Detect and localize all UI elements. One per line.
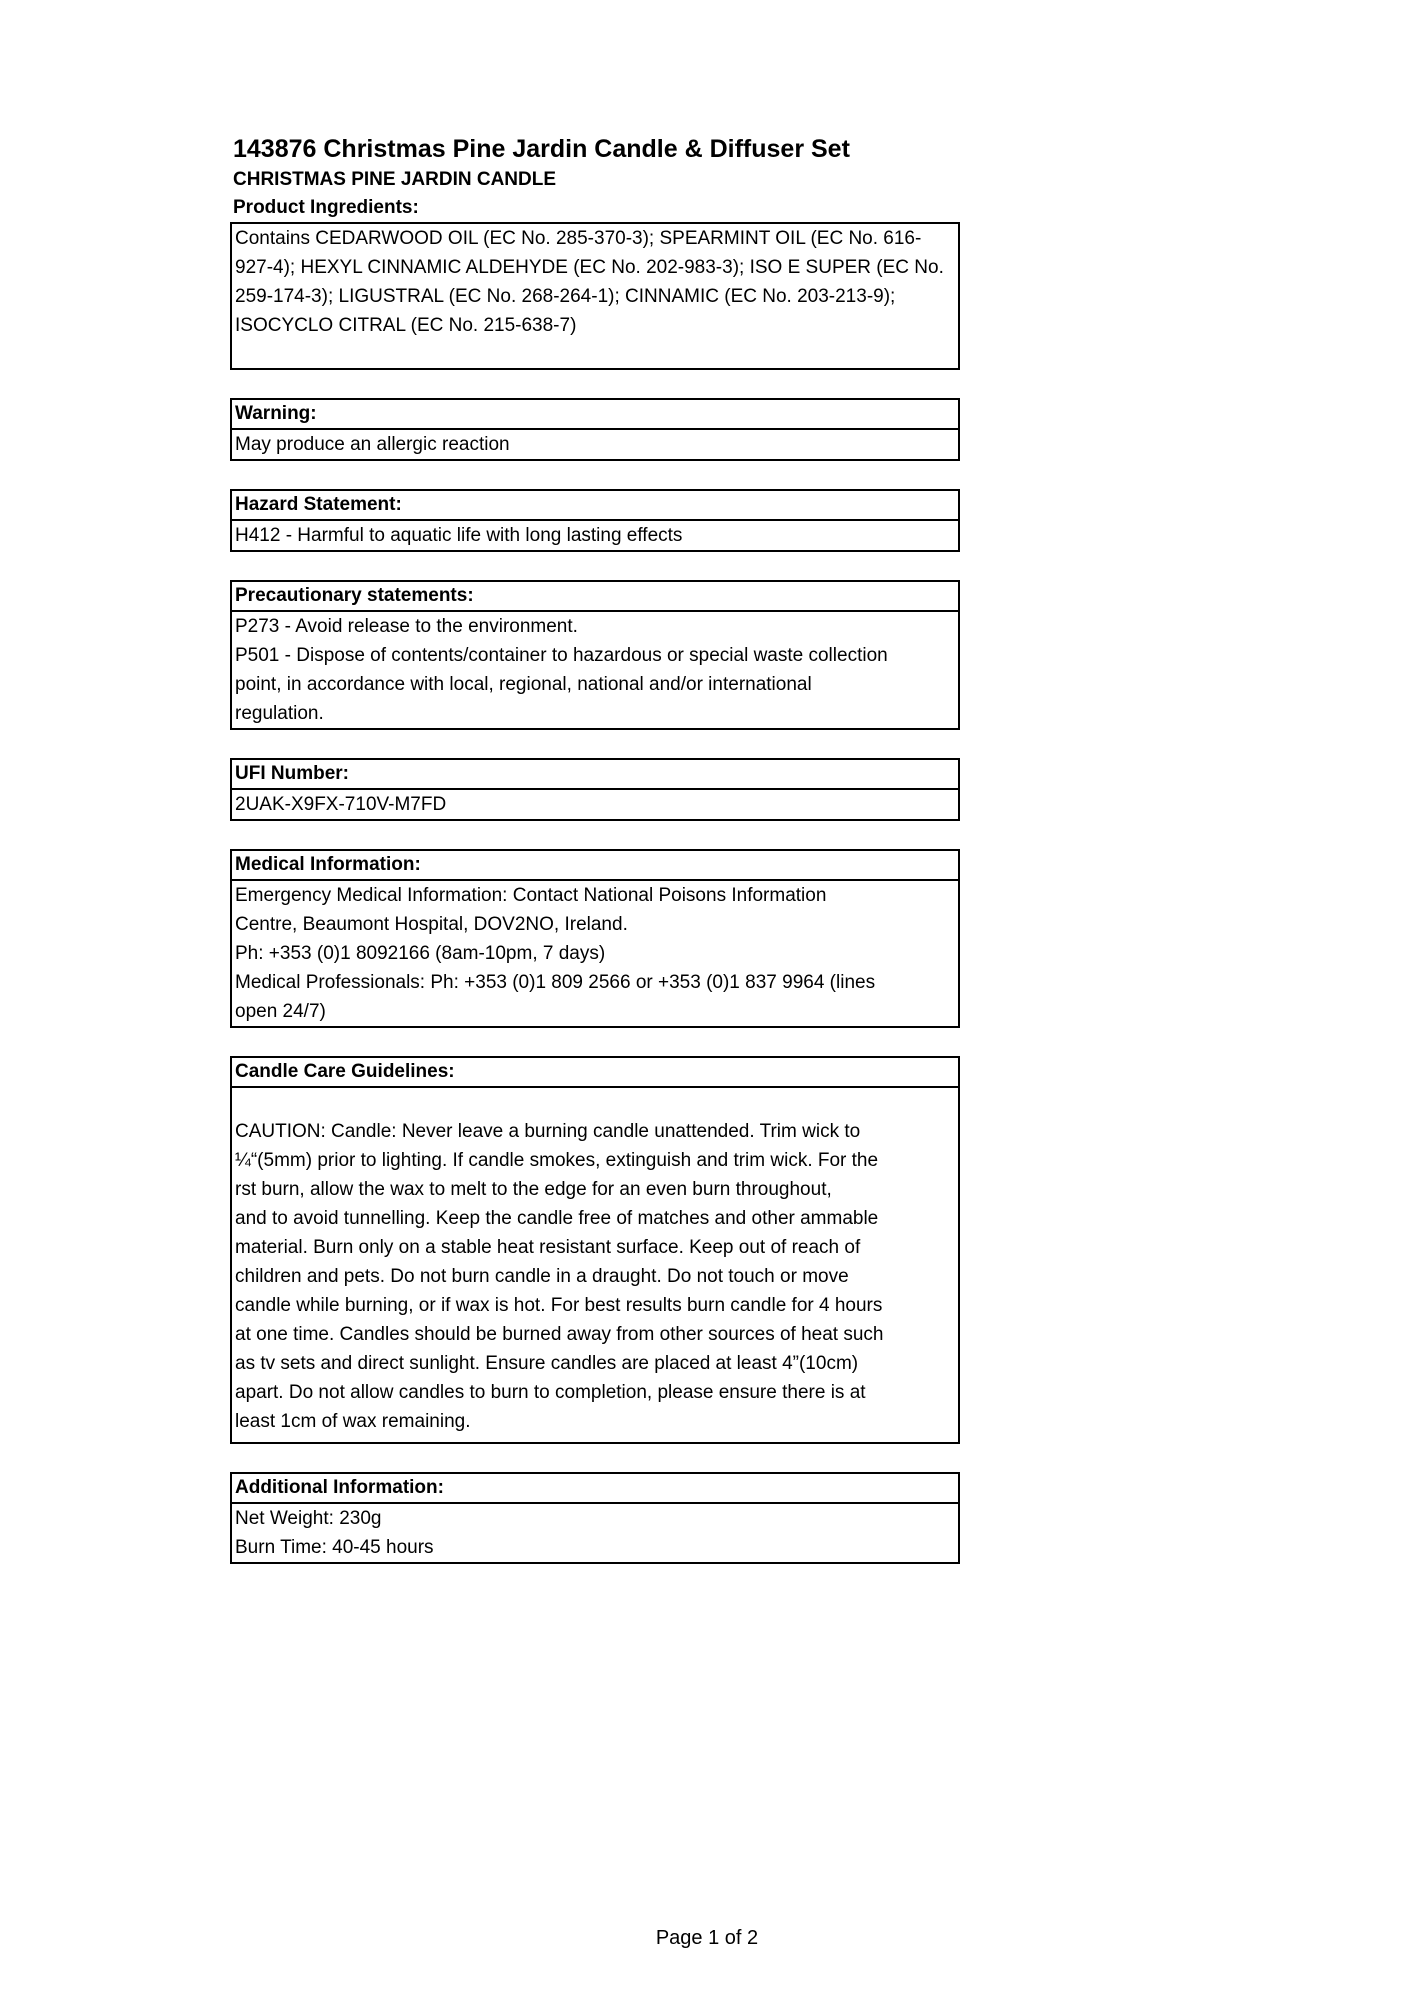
- precautionary-line: regulation.: [235, 703, 324, 724]
- ingredients-label: Product Ingredients:: [233, 197, 419, 218]
- hazard-line: H412 - Harmful to aquatic life with long lasting effects: [235, 525, 683, 546]
- candle-care-text: [232, 1088, 958, 1442]
- care-line: as tv sets and direct sunlight. Ensure candles are placed at least 4”(10cm): [235, 1353, 859, 1374]
- ingredients-box: [230, 222, 960, 370]
- medical-heading: Medical Information:: [232, 851, 958, 881]
- additional-info-heading: Additional Information:: [232, 1474, 958, 1504]
- precautionary-box: [230, 580, 960, 730]
- ingredients-line: Contains CEDARWOOD OIL (EC No. 285-370-3); SPEARMINT OIL (EC No. 616-: [235, 228, 922, 249]
- medical-line: Ph: +353 (0)1 8092166 (8am-10pm, 7 days): [235, 943, 606, 964]
- care-line: ¼“(5mm) prior to lighting. If candle smokes, extinguish and trim wick. For the: [235, 1150, 879, 1171]
- care-line: rst burn, allow the wax to melt to the edge for an even burn throughout,: [235, 1179, 832, 1200]
- ufi-number: 2UAK-X9FX-710V-M7FD: [235, 794, 447, 815]
- care-line: and to avoid tunnelling. Keep the candle free of matches and other ammable: [235, 1208, 879, 1229]
- hazard-box: [230, 489, 960, 552]
- hazard-heading: Hazard Statement:: [232, 491, 958, 521]
- product-name: CHRISTMAS PINE JARDIN CANDLE: [233, 169, 557, 190]
- care-line: material. Burn only on a stable heat resistant surface. Keep out of reach of: [235, 1237, 861, 1258]
- care-line: apart. Do not allow candles to burn to completion, please ensure there is at: [235, 1382, 866, 1403]
- medical-line: Centre, Beaumont Hospital, DOV2NO, Ireland.: [235, 914, 628, 935]
- warning-line: May produce an allergic reaction: [235, 434, 510, 455]
- care-line: children and pets. Do not burn candle in a draught. Do not touch or move: [235, 1266, 849, 1287]
- additional-info-text: [232, 1504, 958, 1562]
- medical-line: Emergency Medical Information: Contact National Poisons Information: [235, 885, 827, 906]
- ingredients-line: ISOCYCLO CITRAL (EC No. 215-638-7): [235, 315, 577, 336]
- ingredients-line: 927-4); HEXYL CINNAMIC ALDEHYDE (EC No. 202-983-3); ISO E SUPER (EC No.: [235, 257, 944, 278]
- ufi-heading: UFI Number:: [232, 760, 958, 790]
- document-page: [230, 132, 960, 1564]
- precautionary-text: [232, 612, 958, 728]
- net-weight: Net Weight: 230g: [235, 1508, 382, 1529]
- precautionary-line: point, in accordance with local, regional, national and/or international: [235, 674, 812, 695]
- page-number: Page 1 of 2: [655, 1927, 759, 1949]
- ufi-text: [232, 790, 958, 819]
- care-line: CAUTION: Candle: Never leave a burning candle unattended. Trim wick to: [235, 1121, 861, 1142]
- medical-text: [232, 881, 958, 1026]
- document-title: 143876 Christmas Pine Jardin Candle & Diffuser Set: [233, 135, 850, 163]
- precautionary-line: P501 - Dispose of contents/container to hazardous or special waste collection: [235, 645, 888, 666]
- ufi-box: [230, 758, 960, 821]
- precautionary-line: P273 - Avoid release to the environment.: [235, 616, 578, 637]
- care-line: at one time. Candles should be burned away from other sources of heat such: [235, 1324, 884, 1345]
- warning-heading: Warning:: [232, 400, 958, 430]
- additional-info-box: [230, 1472, 960, 1564]
- warning-text: [232, 430, 958, 459]
- care-line: least 1cm of wax remaining.: [235, 1411, 471, 1432]
- candle-care-heading: Candle Care Guidelines:: [232, 1058, 958, 1088]
- precautionary-heading: Precautionary statements:: [232, 582, 958, 612]
- care-line: candle while burning, or if wax is hot. For best results burn candle for 4 hours: [235, 1295, 883, 1316]
- medical-line: open 24/7): [235, 1001, 326, 1022]
- medical-box: [230, 849, 960, 1028]
- burn-time: Burn Time: 40-45 hours: [235, 1537, 434, 1558]
- candle-care-box: [230, 1056, 960, 1444]
- hazard-text: [232, 521, 958, 550]
- ingredients-line: 259-174-3); LIGUSTRAL (EC No. 268-264-1); CINNAMIC (EC No. 203-213-9);: [235, 286, 896, 307]
- warning-box: [230, 398, 960, 461]
- medical-line: Medical Professionals: Ph: +353 (0)1 809 2566 or +353 (0)1 837 9964 (lines: [235, 972, 876, 993]
- ingredients-text: [232, 224, 958, 368]
